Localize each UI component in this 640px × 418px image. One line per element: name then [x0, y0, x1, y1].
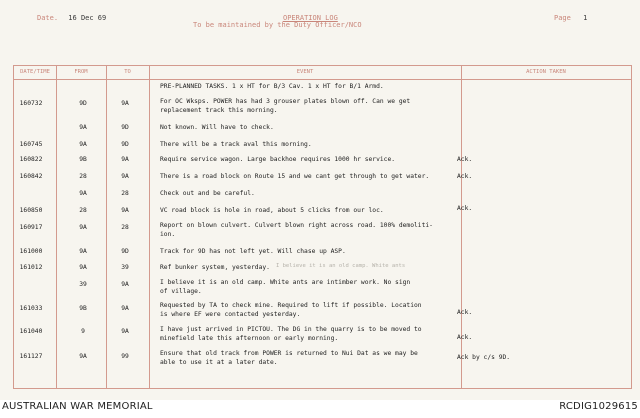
row-from: 9B	[79, 156, 87, 163]
row-to: 28	[121, 224, 129, 231]
row-from: 39	[79, 281, 87, 288]
event-text: able to use it at a later date.	[160, 359, 278, 366]
row-to: 9A	[121, 173, 129, 180]
page-label: Page	[554, 14, 571, 22]
row-from: 9D	[79, 100, 87, 107]
event-text: I have just arrived in PICTOU. The DG in the quarry is to be moved to	[160, 326, 422, 333]
column-header: EVENT	[296, 69, 314, 75]
row-dtg: 161040	[19, 328, 43, 335]
row-dtg: 161000	[19, 248, 43, 255]
page-number: 1	[583, 14, 588, 22]
row-from: 9A	[79, 224, 87, 231]
log-table	[13, 65, 632, 389]
date-label: Date.	[37, 14, 59, 22]
row-to: 9D	[121, 248, 129, 255]
row-dtg: 160917	[19, 224, 43, 231]
row-to: 9A	[121, 305, 129, 312]
row-from: 9B	[79, 305, 87, 312]
event-text: VC road block is hole in road, about 5 clicks from our loc.	[160, 207, 384, 214]
action-text: Ack.	[457, 173, 473, 180]
action-text: Ack.	[457, 309, 473, 316]
row-dtg: 161012	[19, 264, 43, 271]
row-dtg: 161127	[19, 353, 43, 360]
event-text: For OC Wksps. POWER has had 3 grouser plates blown off. Can we get	[160, 98, 411, 105]
row-from: 28	[79, 173, 87, 180]
action-text: Ack.	[457, 205, 473, 212]
column-header: ACTION TAKEN	[526, 69, 566, 75]
action-text: Ack by c/s 9D.	[457, 354, 511, 361]
row-from: 9A	[79, 124, 87, 131]
column-divider	[56, 66, 57, 388]
header-divider	[14, 79, 631, 80]
row-from: 28	[79, 207, 87, 214]
event-text: Require service wagon. Large backhoe requires 1000 hr service.	[160, 156, 396, 163]
date-field	[37, 14, 106, 22]
page-title: OPERATION LOG	[283, 14, 338, 22]
maintained-note: To be maintained by the Duty Officer/NCO	[193, 21, 362, 29]
event-text: Ref bunker system, yesterday.	[160, 264, 270, 271]
row-dtg: 160745	[19, 141, 43, 148]
column-divider	[149, 66, 150, 388]
event-text: Ensure that old track from POWER is returned to Nui Dat as we may be	[160, 350, 418, 357]
row-to: 9A	[121, 328, 129, 335]
event-text: Not known. Will have to check.	[160, 124, 274, 131]
event-text: replacement track this morning.	[160, 107, 278, 114]
event-text: There is a road block on Route 15 and we cant get through to get water.	[160, 173, 430, 180]
struck-through-text: I believe it is an old camp. White ants	[276, 263, 406, 269]
page-number-field	[554, 14, 587, 22]
event-text: PRE-PLANNED TASKS. 1 x HT for B/3 Cav. 1 x HT for B/1 Armd.	[160, 83, 384, 90]
archive-credit: AUSTRALIAN WAR MEMORIAL	[2, 401, 153, 412]
event-text: Track for 9D has not left yet. Will chase up ASP.	[160, 248, 346, 255]
row-dtg: 160850	[19, 207, 43, 214]
row-to: 9A	[121, 156, 129, 163]
column-divider	[106, 66, 107, 388]
row-from: 9A	[79, 248, 87, 255]
row-dtg: 160842	[19, 173, 43, 180]
row-to: 28	[121, 190, 129, 197]
action-text: Ack.	[457, 156, 473, 163]
row-from: 9	[81, 328, 85, 335]
event-text: There will be a track aval this morning.	[160, 141, 312, 148]
row-to: 39	[121, 264, 129, 271]
event-text: of village.	[160, 288, 202, 295]
row-from: 9A	[79, 353, 87, 360]
row-to: 9A	[121, 281, 129, 288]
row-to: 99	[121, 353, 129, 360]
column-header: DATE/TIME	[20, 69, 50, 75]
row-dtg: 161033	[19, 305, 43, 312]
action-text: Ack.	[457, 334, 473, 341]
event-text: Check out and be careful.	[160, 190, 255, 197]
event-text: I believe it is an old camp. White ants are intimber work. No sign	[160, 279, 411, 286]
row-from: 9A	[79, 190, 87, 197]
row-from: 9A	[79, 264, 87, 271]
row-from: 9A	[79, 141, 87, 148]
event-text: minefield late this afternoon or early morning.	[160, 335, 339, 342]
row-dtg: 160822	[19, 156, 43, 163]
row-to: 9A	[121, 100, 129, 107]
event-text: Report on blown culvert. Culvert blown right across road. 100% demoliti-	[160, 222, 433, 229]
column-header: FROM	[74, 69, 88, 75]
event-text: Requested by TA to check mine. Required to lift if possible. Location	[160, 302, 422, 309]
date-value: 16 Dec 69	[68, 14, 107, 22]
row-to: 9D	[121, 124, 129, 131]
column-header: TO	[124, 69, 131, 75]
row-to: 9A	[121, 207, 129, 214]
event-text: ion.	[160, 231, 176, 238]
row-to: 9D	[121, 141, 129, 148]
row-dtg: 160732	[19, 100, 43, 107]
archive-reference: RCDIG1029615	[559, 401, 638, 412]
event-text: is where EF were contacted yesterday.	[160, 311, 301, 318]
